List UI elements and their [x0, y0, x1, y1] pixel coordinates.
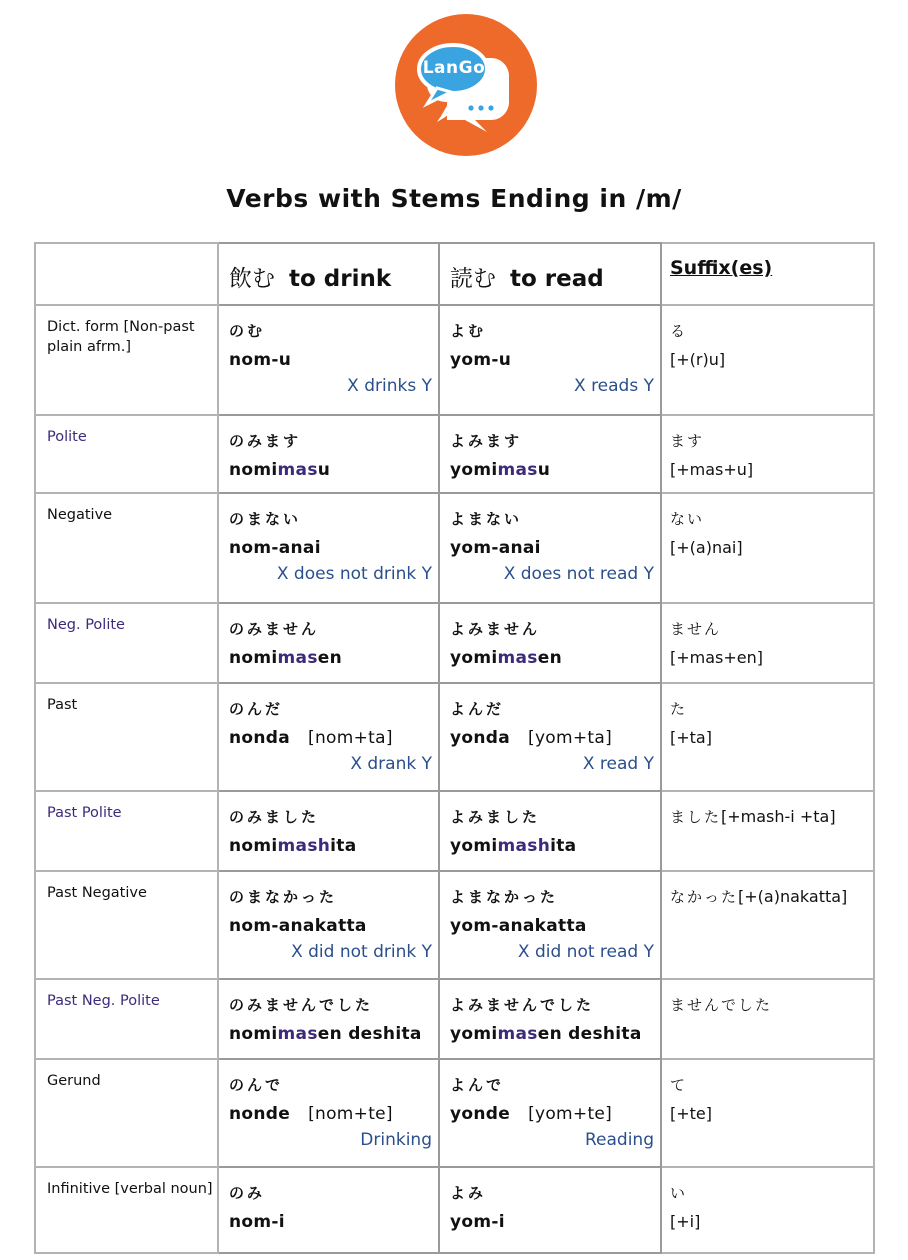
- suffix-romaji: [+mas+u]: [670, 460, 754, 479]
- suffix-kana: る: [670, 322, 688, 340]
- romaji-form: nomimashita: [229, 836, 357, 856]
- english-gloss: Drinking: [360, 1130, 432, 1150]
- polite-highlight: mas: [497, 1024, 538, 1044]
- kana-form: よみませんでした: [450, 996, 595, 1014]
- conjugation-cell: [439, 305, 661, 415]
- table-row: [35, 871, 874, 979]
- conjugation-cell: [439, 493, 661, 603]
- english-gloss: X drinks Y: [347, 376, 432, 396]
- kana-form: よみます: [450, 432, 523, 450]
- kana-form: よまなかった: [450, 888, 559, 906]
- conjugation-cell: [439, 791, 661, 871]
- suffix-romaji: [+(r)u]: [670, 350, 726, 369]
- row-label: Dict. form [Non-past plain afrm.]: [47, 319, 195, 355]
- suffix-cell: [661, 791, 874, 871]
- verb-kanji: 飲む: [229, 266, 275, 292]
- table-row: [35, 603, 874, 683]
- header-row: [35, 243, 874, 305]
- suffix-cell: [661, 1167, 874, 1253]
- suffix-cell: [661, 683, 874, 791]
- speech-bubbles-icon: [395, 14, 537, 156]
- kana-form: のまなかった: [229, 888, 338, 906]
- row-label-cell: [35, 683, 218, 791]
- conjugation-cell: [218, 415, 439, 493]
- kana-form: よみ: [450, 1184, 487, 1202]
- suffix-inline: [670, 808, 873, 826]
- suffix-kana: ました: [670, 808, 722, 826]
- suffix-cell: [661, 493, 874, 603]
- romaji-form: yonda [yom+ta]: [450, 728, 613, 748]
- logo-text: LanGo: [422, 58, 486, 78]
- row-label-cell: [35, 1059, 218, 1167]
- row-label: Negative: [47, 507, 113, 523]
- romaji-form: yom-i: [450, 1212, 505, 1232]
- kana-form: のみません: [229, 620, 320, 638]
- conjugation-cell: [218, 979, 439, 1059]
- conjugation-cell: [439, 603, 661, 683]
- kana-form: のみ: [229, 1184, 266, 1202]
- kana-form: のまない: [229, 510, 302, 528]
- table-row: [35, 305, 874, 415]
- english-gloss: X did not drink Y: [291, 942, 432, 962]
- romaji-form: yomimashita: [450, 836, 577, 856]
- english-gloss: X read Y: [582, 754, 654, 774]
- suffix-kana: い: [670, 1184, 688, 1202]
- suffix-cell: [661, 415, 874, 493]
- polite-highlight: mas: [277, 460, 318, 480]
- row-label-cell: [35, 979, 218, 1059]
- conjugation-cell: [439, 415, 661, 493]
- row-label-cell: [35, 871, 218, 979]
- kana-form: よんだ: [450, 700, 505, 718]
- row-label: Past Polite: [47, 805, 122, 821]
- row-label: Past: [47, 697, 78, 713]
- table-row: [35, 683, 874, 791]
- suffix-heading: Suffix(es): [670, 257, 773, 279]
- suffix-romaji: [+mas+en]: [670, 648, 764, 667]
- suffix-romaji: [+te]: [670, 1104, 713, 1123]
- conjugation-cell: [218, 305, 439, 415]
- polite-highlight: mash: [497, 836, 551, 856]
- kana-form: よむ: [450, 322, 487, 340]
- kana-form: のむ: [229, 322, 266, 340]
- suffix-kana: ません: [670, 620, 722, 638]
- row-label: Past Negative: [47, 885, 147, 901]
- header-verb-drink: [218, 243, 439, 305]
- romaji-form: yom-anakatta: [450, 916, 587, 936]
- conjugation-cell: [439, 1059, 661, 1167]
- romaji-form: nomimasu: [229, 460, 331, 480]
- header-corner: [35, 243, 218, 305]
- row-label: Past Neg. Polite: [47, 993, 160, 1009]
- conjugation-cell: [439, 871, 661, 979]
- english-gloss: Reading: [584, 1130, 654, 1150]
- suffix-kana: ます: [670, 432, 705, 450]
- english-gloss: X reads Y: [574, 376, 654, 396]
- stem-breakdown: [yom+te]: [528, 1104, 613, 1124]
- conjugation-cell: [439, 1167, 661, 1253]
- suffix-romaji: [+(a)nakatta]: [738, 887, 848, 906]
- table-row: [35, 1167, 874, 1253]
- romaji-form: yomimasen deshita: [450, 1024, 642, 1044]
- header-suffix: [661, 243, 874, 305]
- row-label-cell: [35, 305, 218, 415]
- suffix-cell: [661, 871, 874, 979]
- romaji-form: nomimasen: [229, 648, 342, 668]
- conjugation-cell: [218, 1059, 439, 1167]
- suffix-kana: なかった: [670, 888, 739, 906]
- row-label-cell: [35, 603, 218, 683]
- suffix-romaji: [+mash-i +ta]: [721, 807, 836, 826]
- verb-kanji: 読む: [450, 266, 496, 292]
- romaji-form: yomimasu: [450, 460, 551, 480]
- suffix-cell: [661, 979, 874, 1059]
- romaji-form: nonda [nom+ta]: [229, 728, 393, 748]
- english-gloss: X did not read Y: [517, 942, 654, 962]
- polite-highlight: mas: [497, 648, 538, 668]
- table-row: [35, 493, 874, 603]
- kana-form: よまない: [450, 510, 523, 528]
- conjugation-cell: [218, 1167, 439, 1253]
- suffix-romaji: [+i]: [670, 1212, 701, 1231]
- verb-english: to drink: [289, 266, 392, 292]
- verb-english: to read: [510, 266, 604, 292]
- conjugation-cell: [218, 871, 439, 979]
- stem-breakdown: [yom+ta]: [528, 728, 613, 748]
- kana-form: のんで: [229, 1076, 284, 1094]
- row-label-cell: [35, 415, 218, 493]
- suffix-kana: て: [670, 1076, 688, 1094]
- stem-breakdown: [nom+te]: [308, 1104, 393, 1124]
- kana-form: のみました: [229, 808, 320, 826]
- row-label-cell: [35, 1167, 218, 1253]
- polite-highlight: mas: [277, 648, 318, 668]
- suffix-cell: [661, 305, 874, 415]
- stem-breakdown: [nom+ta]: [308, 728, 393, 748]
- row-label-cell: [35, 791, 218, 871]
- suffix-inline: [670, 888, 873, 906]
- page-title: Verbs with Stems Ending in /m/: [226, 184, 682, 213]
- romaji-form: nom-u: [229, 350, 292, 370]
- suffix-kana: ませんでした: [670, 996, 773, 1014]
- row-label: Gerund: [47, 1073, 101, 1089]
- suffix-kana: ない: [670, 510, 705, 528]
- suffix-kana: た: [670, 700, 688, 718]
- kana-form: よみません: [450, 620, 541, 638]
- suffix-inline: [670, 996, 873, 1014]
- row-label: Polite: [47, 429, 87, 445]
- row-label: Infinitive [verbal noun]: [47, 1181, 213, 1197]
- romaji-form: yonde [yom+te]: [450, 1104, 613, 1124]
- table-row: [35, 1059, 874, 1167]
- polite-highlight: mas: [277, 1024, 318, 1044]
- romaji-form: yomimasen: [450, 648, 562, 668]
- suffix-cell: [661, 1059, 874, 1167]
- english-gloss: X does not read Y: [503, 564, 654, 584]
- kana-form: よみました: [450, 808, 541, 826]
- conjugation-table: [34, 242, 875, 1254]
- english-gloss: X drank Y: [350, 754, 432, 774]
- lango-logo: [395, 14, 537, 156]
- romaji-form: nom-anai: [229, 538, 321, 558]
- row-label: Neg. Polite: [47, 617, 125, 633]
- suffix-cell: [661, 603, 874, 683]
- polite-highlight: mash: [277, 836, 331, 856]
- kana-form: のみます: [229, 432, 302, 450]
- suffix-romaji: [+(a)nai]: [670, 538, 743, 557]
- conjugation-cell: [439, 683, 661, 791]
- kana-form: のみませんでした: [229, 996, 374, 1014]
- romaji-form: yom-anai: [450, 538, 541, 558]
- table-row: [35, 979, 874, 1059]
- romaji-form: yom-u: [450, 350, 512, 370]
- conjugation-cell: [218, 791, 439, 871]
- polite-highlight: mas: [497, 460, 538, 480]
- romaji-form: nom-i: [229, 1212, 285, 1232]
- romaji-form: nom-anakatta: [229, 916, 367, 936]
- table-row: [35, 415, 874, 493]
- table-row: [35, 791, 874, 871]
- header-verb-read: [439, 243, 661, 305]
- conjugation-cell: [439, 979, 661, 1059]
- conjugation-cell: [218, 493, 439, 603]
- suffix-romaji: [+ta]: [670, 728, 712, 747]
- romaji-form: nonde [nom+te]: [229, 1104, 393, 1124]
- conjugation-cell: [218, 603, 439, 683]
- romaji-form: nomimasen deshita: [229, 1024, 422, 1044]
- conjugation-cell: [218, 683, 439, 791]
- kana-form: よんで: [450, 1076, 505, 1094]
- kana-form: のんだ: [229, 700, 284, 718]
- english-gloss: X does not drink Y: [276, 564, 432, 584]
- row-label-cell: [35, 493, 218, 603]
